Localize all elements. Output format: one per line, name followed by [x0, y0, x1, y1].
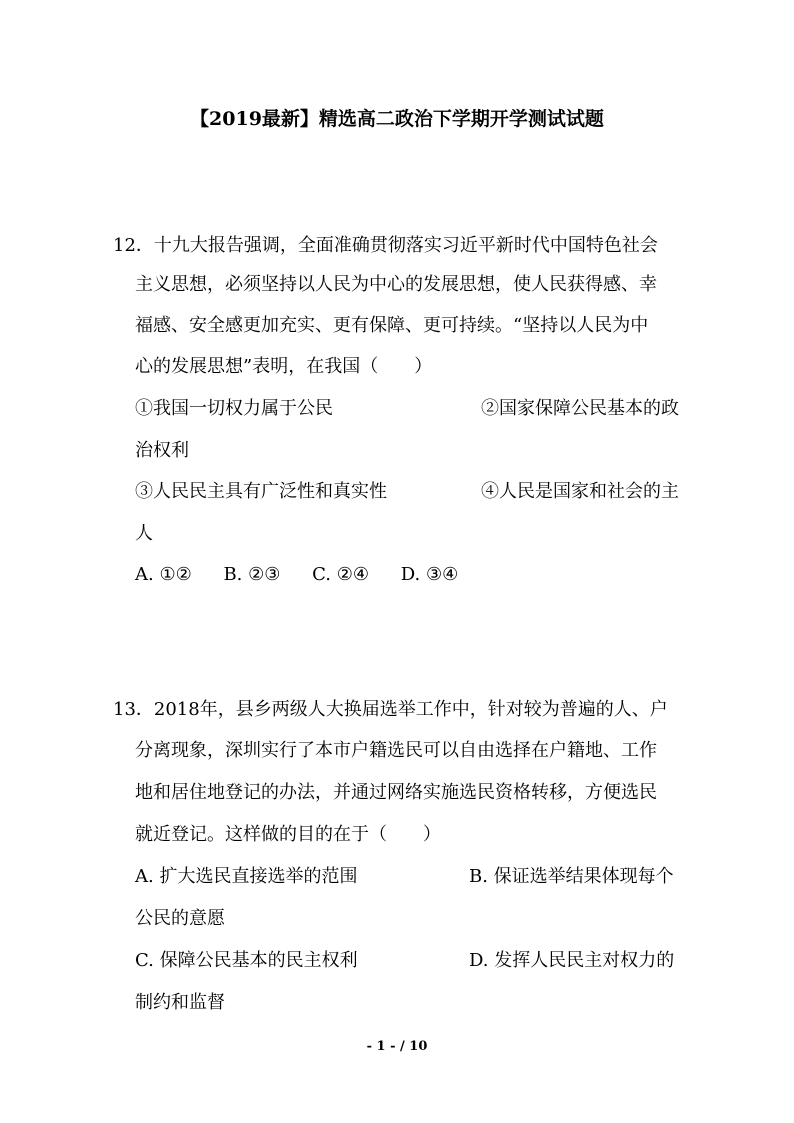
document-title: 【2019最新】精选高二政治下学期开学测试试题 [190, 108, 604, 130]
q13-option-b[interactable]: B. 保证选举结果体现每个 [469, 866, 674, 887]
q12-options [135, 562, 484, 588]
q13-option-d[interactable]: D. 发挥人民民主对权力的 [469, 950, 675, 971]
q13-option-b-cont: 公民的意愿 [135, 908, 225, 929]
q13-line-3: 地和居住地登记的办法，并通过网络实施选民资格转移，方便选民 [135, 782, 657, 803]
q12-statement-3: ③人民民主具有广泛性和真实性 [135, 481, 387, 502]
q13-line-4: 就近登记。这样做的目的在于（ ） [135, 824, 441, 845]
q13-option-a[interactable]: A. 扩大选民直接选举的范围 [135, 866, 358, 887]
q12-option-c[interactable]: C. ②④ [312, 564, 369, 585]
q12-statement-2-cont: 治权利 [135, 440, 189, 461]
q12-statement-1: ①我国一切权力属于公民 [135, 398, 333, 419]
q12-line-4: 心的发展思想”表明，在我国（ ） [135, 356, 433, 377]
q12-line-2: 主义思想，必须坚持以人民为中心的发展思想，使人民获得感、幸 [135, 274, 657, 295]
q12-line-1: 12．十九大报告强调，全面准确贯彻落实习近平新时代中国特色社会 [113, 235, 658, 256]
page-number: - 1 - / 10 [366, 1039, 428, 1054]
q12-option-d[interactable]: D. ③④ [400, 564, 459, 585]
q12-statement-4: ④人民是国家和社会的主 [481, 481, 679, 502]
q12-statement-2: ②国家保障公民基本的政 [481, 398, 679, 419]
q13-option-c[interactable]: C. 保障公民基本的民主权利 [135, 950, 358, 971]
q12-line-3: 福感、安全感更加充实、更有保障、更可持续。“坚持以人民为中 [135, 315, 649, 336]
q13-line-2: 分离现象，深圳实行了本市户籍选民可以自由选择在户籍地、工作 [135, 740, 657, 761]
q12-statement-4-cont: 人 [135, 523, 153, 544]
q13-line-1: 13．2018年，县乡两级人大换届选举工作中，针对较为普遍的人、户 [113, 699, 668, 720]
q12-option-b[interactable]: B. ②③ [223, 564, 281, 585]
q12-option-a[interactable]: A. ①② [135, 564, 192, 585]
q13-option-d-cont: 制约和监督 [135, 992, 225, 1013]
